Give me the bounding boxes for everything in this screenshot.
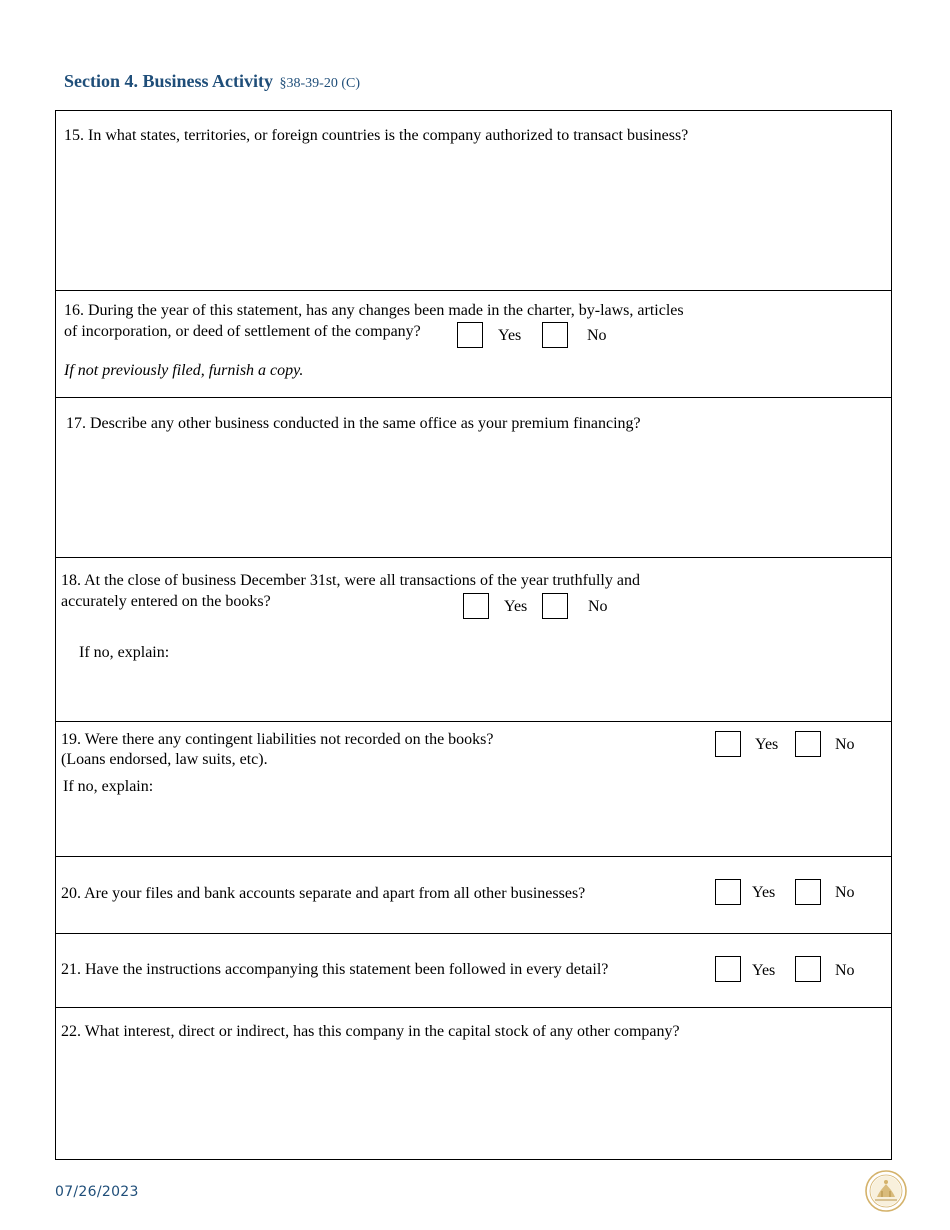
section-reference: §38-39-20 (C): [279, 76, 361, 91]
question-21-no-label: No: [835, 962, 855, 979]
question-20-no-checkbox[interactable]: [795, 879, 821, 905]
question-18-row: [56, 558, 891, 722]
question-15-text: 15. In what states, territories, or foreign countries is the company authorized to transact business?: [64, 127, 689, 144]
question-18-line2: accurately entered on the books?: [61, 593, 271, 610]
question-19-explain-label: If no, explain:: [63, 778, 154, 795]
question-20-text: 20. Are your files and bank accounts separate and apart from all other businesses?: [61, 885, 586, 902]
question-20-no-label: No: [835, 884, 855, 901]
question-16-no-checkbox[interactable]: [542, 322, 568, 348]
question-18-no-label: No: [588, 598, 608, 615]
business-activity-form: [55, 110, 892, 1160]
question-15-row: [56, 111, 891, 291]
question-19-yes-checkbox[interactable]: [715, 731, 741, 757]
section-title: [64, 71, 360, 92]
question-18-yes-checkbox[interactable]: [463, 593, 489, 619]
question-21-yes-label: Yes: [752, 962, 776, 979]
question-16-no-label: No: [587, 327, 607, 344]
question-18-explain-label: If no, explain:: [79, 644, 170, 661]
question-19-yes-label: Yes: [755, 736, 779, 753]
state-seal-icon: [865, 1170, 907, 1212]
question-21-text: 21. Have the instructions accompanying this statement been followed in every detail?: [61, 961, 609, 978]
question-22-text: 22. What interest, direct or indirect, has this company in the capital stock of any other company?: [61, 1023, 680, 1040]
question-19-line1: 19. Were there any contingent liabilities not recorded on the books?: [61, 731, 494, 748]
question-17-text: 17. Describe any other business conducted in the same office as your premium financing?: [66, 415, 641, 432]
question-19-no-checkbox[interactable]: [795, 731, 821, 757]
question-16-yes-checkbox[interactable]: [457, 322, 483, 348]
question-20-row: [56, 857, 891, 934]
question-22-row: [56, 1008, 891, 1161]
question-19-line2: (Loans endorsed, law suits, etc).: [61, 751, 268, 768]
section-title-text: Section 4. Business Activity: [64, 71, 274, 91]
question-21-yes-checkbox[interactable]: [715, 956, 741, 982]
question-16-line2: of incorporation, or deed of settlement of the company?: [64, 323, 421, 340]
question-16-note: If not previously filed, furnish a copy.: [64, 362, 304, 379]
question-21-row: [56, 934, 891, 1008]
footer-date: 07/26/2023: [55, 1184, 139, 1200]
question-21-no-checkbox[interactable]: [795, 956, 821, 982]
question-19-no-label: No: [835, 736, 855, 753]
question-16-yes-label: Yes: [498, 327, 522, 344]
question-20-yes-label: Yes: [752, 884, 776, 901]
question-17-row: [56, 398, 891, 558]
question-18-line1: 18. At the close of business December 31st, were all transactions of the year truthfully and: [61, 572, 640, 589]
question-16-line1: 16. During the year of this statement, has any changes been made in the charter, by-laws, articles: [64, 302, 684, 319]
question-19-row: [56, 722, 891, 857]
question-18-no-checkbox[interactable]: [542, 593, 568, 619]
question-20-yes-checkbox[interactable]: [715, 879, 741, 905]
question-18-yes-label: Yes: [504, 598, 528, 615]
question-16-row: [56, 291, 891, 398]
